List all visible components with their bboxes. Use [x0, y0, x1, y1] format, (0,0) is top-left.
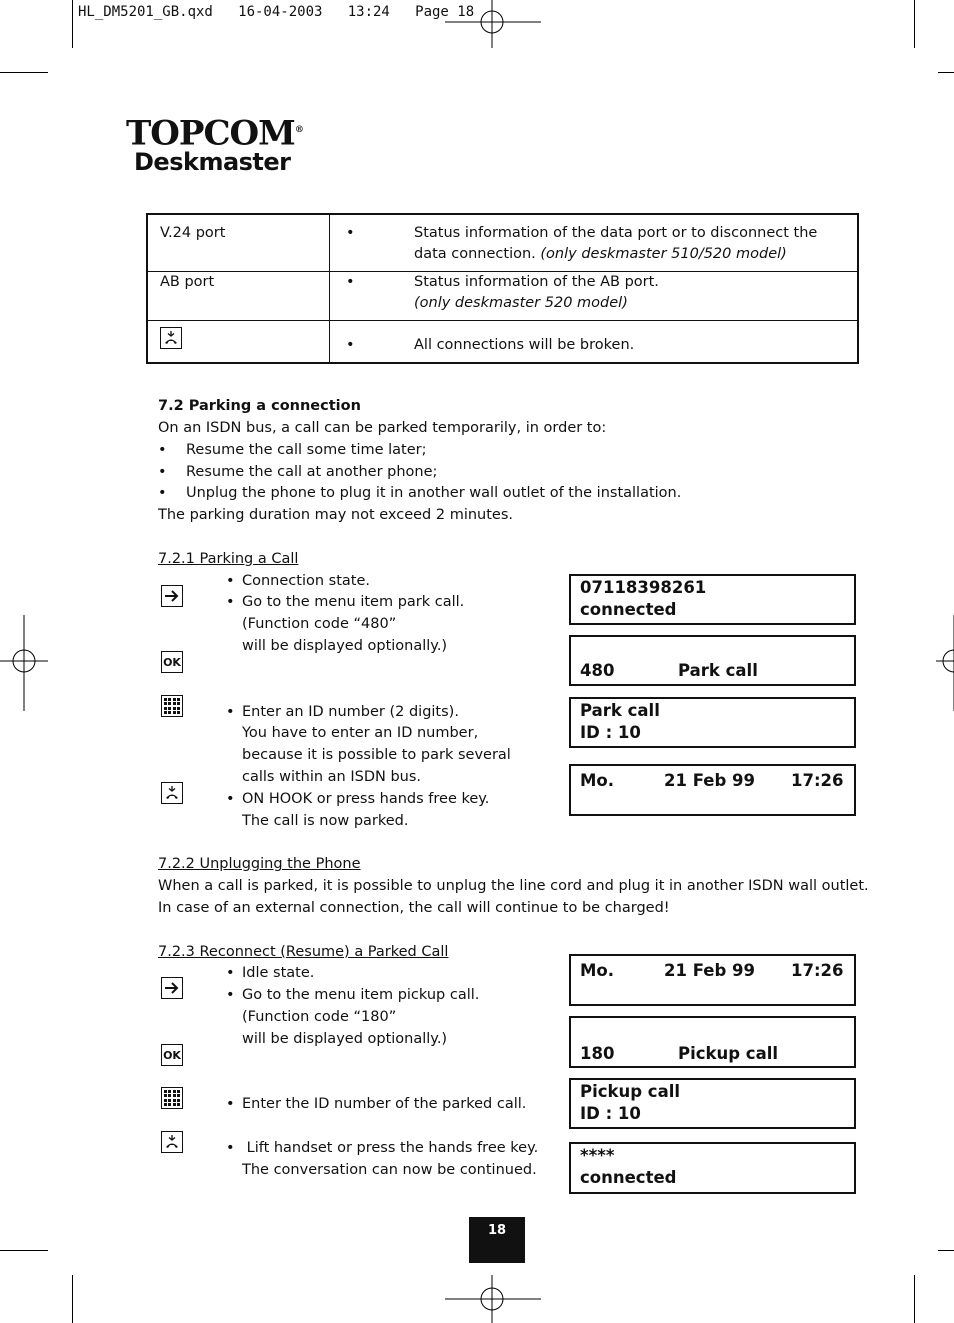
table-row-desc: • Status information of the data port or to disconnect the data connection. (only deskmaster 510/520 model)	[330, 214, 859, 272]
registration-mark-left	[0, 615, 48, 711]
crop-mark	[72, 0, 73, 48]
paragraph: In case of an external connection, the call will continue to be charged!	[158, 900, 670, 916]
step-note: calls within an ISDN bus.	[242, 769, 422, 785]
step-note: The call is now parked.	[242, 813, 409, 829]
lcd-display: **** connected	[569, 1142, 856, 1194]
step-item: • ON HOOK or press hands free key.	[226, 791, 490, 807]
step-note: because it is possible to park several	[242, 747, 511, 763]
paragraph: When a call is parked, it is possible to unplug the line cord and plug it in another ISDN wall outlet.	[158, 878, 869, 894]
keypad-icon	[161, 695, 183, 717]
paragraph: On an ISDN bus, a call can be parked temporarily, in order to:	[158, 420, 607, 436]
hook-phone-icon	[160, 327, 182, 349]
step-item: • Connection state.	[226, 573, 370, 589]
registration-mark-right	[920, 615, 954, 711]
list-item: • Resume the call at another phone;	[158, 464, 438, 480]
table-row-desc: • All connections will be broken.	[330, 321, 859, 364]
ok-key-icon: OK	[161, 1044, 183, 1066]
list-item: • Unplug the phone to plug it in another wall outlet of the installation.	[158, 485, 682, 501]
registration-mark-top	[445, 0, 541, 48]
lcd-display: Mo. 21 Feb 99 17:26	[569, 954, 856, 1006]
arrow-right-icon	[161, 977, 183, 999]
step-item: • Go to the menu item park call.	[226, 594, 465, 610]
section-heading: 7.2 Parking a connection	[158, 398, 361, 414]
step-item: • Lift handset or press the hands free key.	[226, 1140, 539, 1156]
list-item: • Resume the call some time later;	[158, 442, 427, 458]
step-note: (Function code “480”	[242, 616, 397, 632]
table-row-label	[147, 321, 330, 364]
status-table	[146, 213, 859, 364]
subsection-heading: 7.2.3 Reconnect (Resume) a Parked Call	[158, 944, 449, 960]
step-note: will be displayed optionally.)	[242, 638, 448, 654]
ok-key-icon: OK	[161, 651, 183, 673]
lcd-display: Mo. 21 Feb 99 17:26	[569, 764, 856, 816]
crop-mark	[938, 1250, 954, 1251]
topcom-logo: TOPCOM®	[126, 113, 303, 154]
step-item: • Idle state.	[226, 965, 315, 981]
step-item: • Go to the menu item pickup call.	[226, 987, 480, 1003]
table-row-label: V.24 port	[147, 214, 330, 272]
table-row-label: AB port	[147, 272, 330, 321]
lcd-display: 480 Park call	[569, 635, 856, 686]
lcd-display: 07118398261 connected	[569, 574, 856, 625]
page-number: 18	[469, 1217, 525, 1263]
step-item: • Enter an ID number (2 digits).	[226, 704, 459, 720]
crop-mark	[72, 1275, 73, 1323]
step-note: (Function code “180”	[242, 1009, 397, 1025]
paragraph: The parking duration may not exceed 2 minutes.	[158, 507, 513, 523]
registration-mark-bottom	[445, 1275, 541, 1323]
crop-mark	[914, 0, 915, 48]
hook-phone-icon	[161, 1131, 183, 1153]
crop-mark	[0, 72, 48, 73]
hook-phone-icon	[161, 782, 183, 804]
step-note: You have to enter an ID number,	[242, 725, 479, 741]
step-note: The conversation can now be continued.	[242, 1162, 537, 1178]
arrow-right-icon	[161, 585, 183, 607]
product-name: Deskmaster	[134, 148, 291, 176]
subsection-heading: 7.2.1 Parking a Call	[158, 551, 299, 567]
crop-mark	[0, 1250, 48, 1251]
crop-mark	[938, 72, 954, 73]
lcd-display: Pickup call ID : 10	[569, 1078, 856, 1129]
crop-mark	[914, 1275, 915, 1323]
lcd-display: Park call ID : 10	[569, 697, 856, 748]
lcd-display: 180 Pickup call	[569, 1016, 856, 1068]
subsection-heading: 7.2.2 Unplugging the Phone	[158, 856, 361, 872]
step-note: will be displayed optionally.)	[242, 1031, 448, 1047]
table-row-desc: • Status information of the AB port. (only deskmaster 520 model)	[330, 272, 859, 321]
print-slug: HL_DM5201_GB.qxd 16-04-2003 13:24 Page 18	[78, 4, 475, 20]
keypad-icon	[161, 1087, 183, 1109]
step-item: • Enter the ID number of the parked call.	[226, 1096, 527, 1112]
